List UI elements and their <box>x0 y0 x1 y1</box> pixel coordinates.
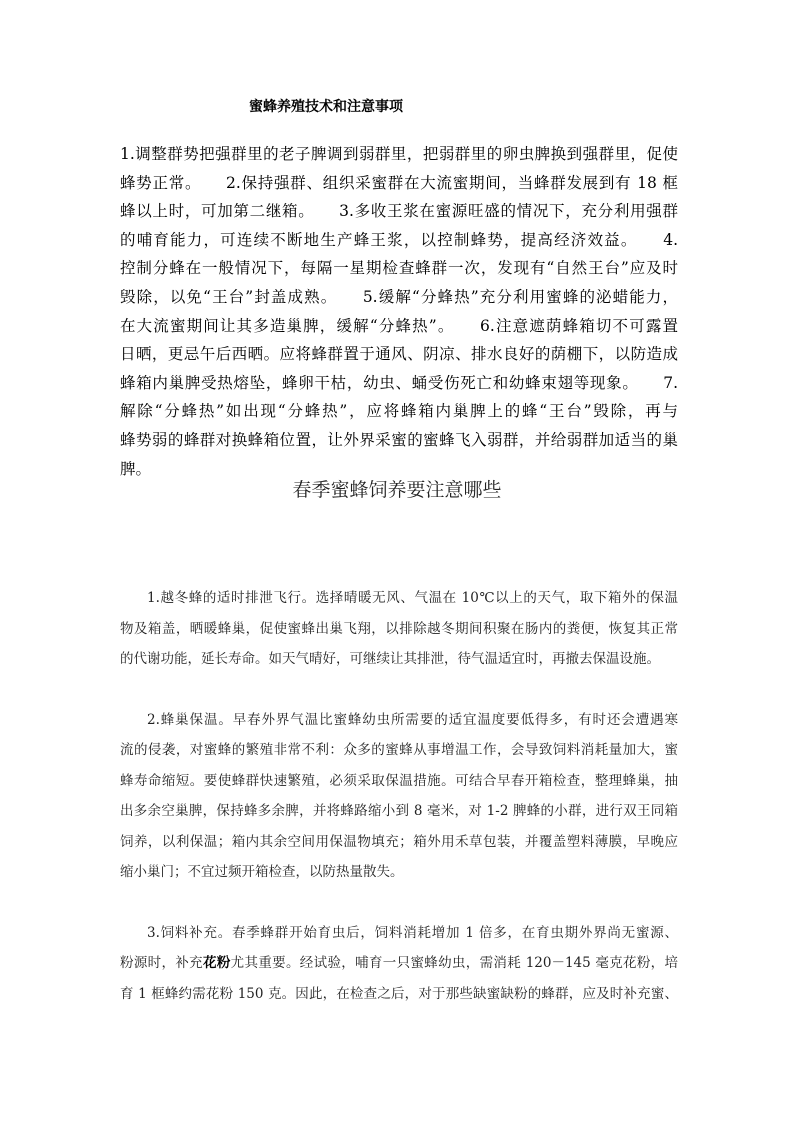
paragraph-hive-insulation <box>120 705 678 888</box>
body-line: 缩小巢门；不宜过频开箱检查，以防热量散失。 <box>120 864 404 880</box>
body-line: 饲养，以利保温；箱内其余空间用保温物填充；箱外用禾草包装，并覆盖塑料薄膜，早晚应 <box>120 833 678 850</box>
body-line: 1.越冬蜂的适时排泄飞行。选择晴暖无风、气温在 10℃以上的天气，取下箱外的保温 <box>147 590 678 606</box>
body-line: 的哺育能力，可连续不断地生产蜂王浆，以控制蜂势，提高经济效益。 4. <box>120 230 678 249</box>
body-line: 蜂势正常。 2.保持强群、组织采蜜群在大流蜜期间，当蜂群发展到有 18 框 <box>120 173 678 192</box>
body-line: 在大流蜜期间让其多造巢脾，缓解“分蜂热”。 6.注意遮荫蜂箱切不可露置 <box>120 316 678 335</box>
document-title: 蜜蜂养殖技术和注意事项 <box>249 99 403 115</box>
body-line: 蜂寿命缩短。要使蜂群快速繁殖，必须采取保温措施。可结合早春开箱检查，整理蜂巢，抽 <box>120 772 678 789</box>
body-line: 流的侵袭，对蜜蜂的繁殖非常不利：众多的蜜蜂从事增温工作，会导致饲料消耗量加大，蜜 <box>120 742 678 758</box>
paragraph-feed-supplement <box>120 918 678 1010</box>
inline-text: 粉源时，补充 <box>120 955 203 971</box>
body-line: 毁除，以免“王台”封盖成熟。 5.缓解“分蜂热”充分利用蜜蜂的泌蜡能力， <box>120 287 678 306</box>
body-line-with-bold <box>120 948 678 979</box>
body-line: 蜂以上时，可加第二继箱。 3.多收王浆在蜜源旺盛的情况下，充分利用强群 <box>120 202 678 221</box>
body-line: 蜂箱内巢脾受热熔坠，蜂卵干枯，幼虫、蛹受伤死亡和幼蜂束翅等现象。 7. <box>120 373 678 392</box>
body-line: 脾。 <box>120 459 152 478</box>
paragraph-overwintering <box>120 583 678 675</box>
body-line: 蜂势弱的蜂群对换蜂箱位置，让外界采蜜的蜜蜂飞入弱群，并给弱群加适当的巢 <box>120 430 678 449</box>
body-line: 育 1 框蜂约需花粉 150 克。因此，在检查之后，对于那些缺蜜缺粉的蜂群，应及时补充蜜、 <box>120 985 678 1002</box>
body-line: 出多余空巢脾，保持蜂多余脾，并将蜂路缩小到 8 毫米，对 1-2 脾蜂的小群，进行双王同箱 <box>120 803 678 819</box>
body-line: 控制分蜂在一般情况下，每隔一星期检查蜂群一次，发现有“自然王台”应及时 <box>120 259 678 278</box>
body-line: 2.蜂巢保温。早春外界气温比蜜蜂幼虫所需要的适宜温度要低得多，有时还会遭遇寒 <box>147 711 678 728</box>
body-line: 1.调整群势把强群里的老子脾调到弱群里，把弱群里的卵虫脾换到强群里，促使 <box>120 145 678 163</box>
beekeeping-techniques-body <box>120 140 678 483</box>
body-line: 的代谢功能，延长寿命。如天气晴好，可继续让其排泄，待气温适宜时，再撤去保温设施。 <box>120 651 660 667</box>
inline-text: 尤其重要。经试验，哺育一只蜜蜂幼虫，需消耗 120－145 毫克花粉，培 <box>230 955 679 971</box>
body-line: 物及箱盖，晒暖蜂巢，促使蜜蜂出巢飞翔，以排除越冬期间积聚在肠内的粪便，恢复其正常 <box>120 620 678 637</box>
section-heading: 春季蜜蜂饲养要注意哪些 <box>292 479 502 501</box>
body-line: 3.饲料补充。春季蜂群开始育虫后，饲料消耗增加 1 倍多，在育虫期外界尚无蜜源、 <box>147 924 678 941</box>
bold-keyword: 花粉 <box>202 955 231 971</box>
spring-feeding-body <box>120 583 678 1009</box>
body-line: 解除“分蜂热”如出现“分蜂热”，应将蜂箱内巢脾上的蜂“王台”毁除，再与 <box>120 402 678 421</box>
body-line: 日晒，更忌午后西晒。应将蜂群置于通风、阴凉、排水良好的荫棚下，以防造成 <box>120 345 678 364</box>
